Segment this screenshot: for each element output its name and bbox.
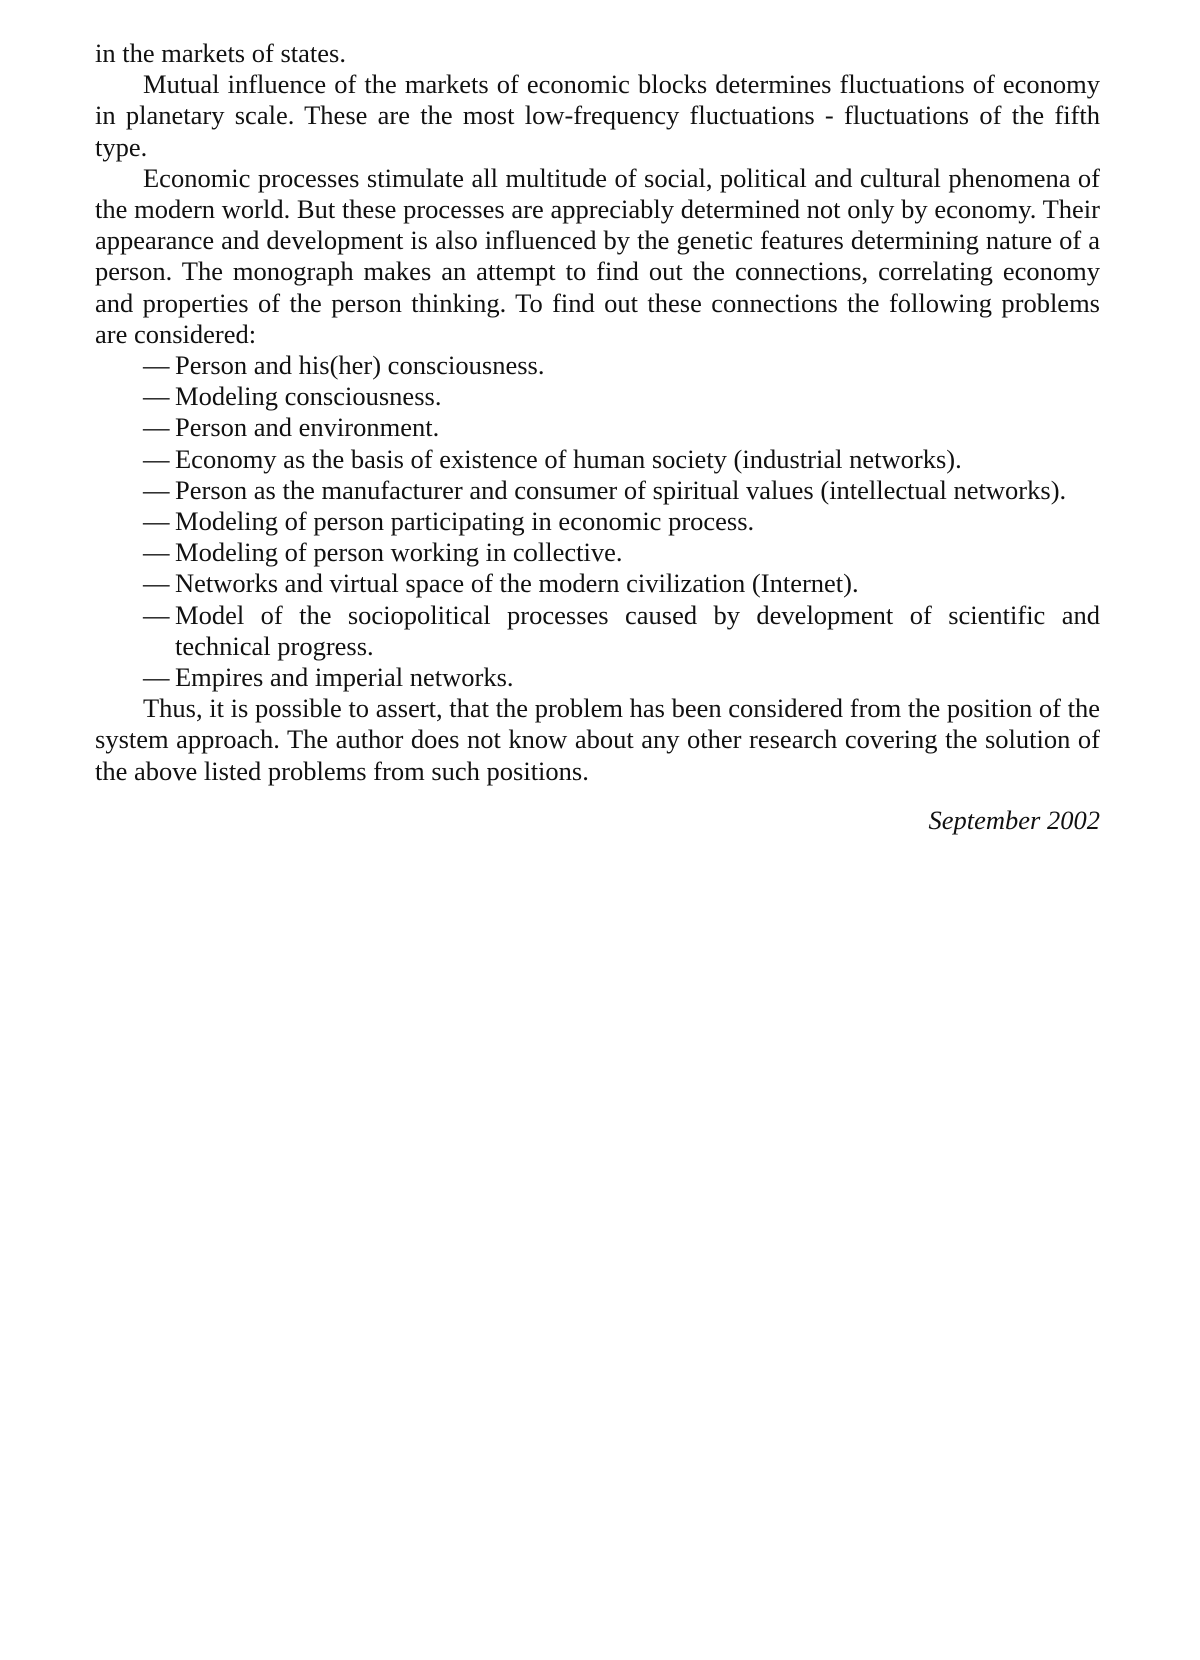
list-item	[95, 506, 1100, 537]
list-item-text: Person and his(her) consciousness.	[175, 350, 545, 381]
dash-bullet: —	[143, 537, 170, 568]
dash-bullet: —	[143, 443, 170, 474]
problems-list	[95, 350, 1100, 693]
list-item	[95, 600, 1100, 662]
dash-bullet: —	[143, 350, 170, 381]
list-item	[95, 475, 1100, 506]
list-item-text: Modeling consciousness.	[175, 381, 442, 412]
dash-bullet: —	[143, 381, 170, 412]
list-item	[95, 412, 1100, 443]
dash-bullet: —	[143, 662, 170, 693]
paragraph-continuation: in the markets of states.	[95, 38, 346, 68]
list-item	[95, 350, 1100, 381]
list-item-text: Person and environment.	[175, 412, 440, 443]
list-item-text: Person as the manufacturer and consumer of spiritual values (intellectual networks).	[175, 474, 1067, 505]
date-signature: September 2002	[928, 804, 1100, 835]
paragraph-conclusion: Thus, it is possible to assert, that the problem has been considered from the position of the system approach. The author does not know about any other research covering the solution of the above listed problems from such positions.	[95, 693, 1100, 786]
list-item-text: Modeling of person working in collective.	[175, 537, 623, 568]
list-item	[95, 537, 1100, 568]
dash-bullet: —	[143, 568, 170, 599]
list-item-text: Networks and virtual space of the modern civilization (Internet).	[175, 568, 859, 599]
list-item	[95, 444, 1100, 475]
list-item-text: Economy as the basis of existence of human society (industrial networks).	[175, 443, 962, 474]
paragraph-mutual-influence: Mutual influence of the markets of economic blocks determines fluctuations of economy in planetary scale. These are the most low-frequency fluctuations - fluctuations of the fifth type.	[95, 69, 1100, 162]
list-item-text: Model of the sociopolitical processes caused by development of scientific and technical progress.	[175, 599, 1100, 661]
dash-bullet: —	[143, 506, 170, 537]
list-item-text: Empires and imperial networks.	[175, 662, 514, 693]
dash-bullet: —	[143, 474, 170, 505]
dash-bullet: —	[143, 599, 170, 630]
document-page	[95, 38, 1100, 863]
list-item-text: Modeling of person participating in economic process.	[175, 506, 755, 537]
list-item	[95, 568, 1100, 599]
dash-bullet: —	[143, 412, 170, 443]
list-item	[95, 381, 1100, 412]
paragraph-economic-processes: Economic processes stimulate all multitude of social, political and cultural phenomena of the modern world. But these processes are appreciably determined not only by economy. Their appearance and development is also influenced by the genetic features determining nature of a person. The monograph makes an attempt to find out the connections, correlating economy and properties of the person thinking. To find out these connections the following problems are considered:	[95, 162, 1100, 349]
list-item	[95, 662, 1100, 693]
